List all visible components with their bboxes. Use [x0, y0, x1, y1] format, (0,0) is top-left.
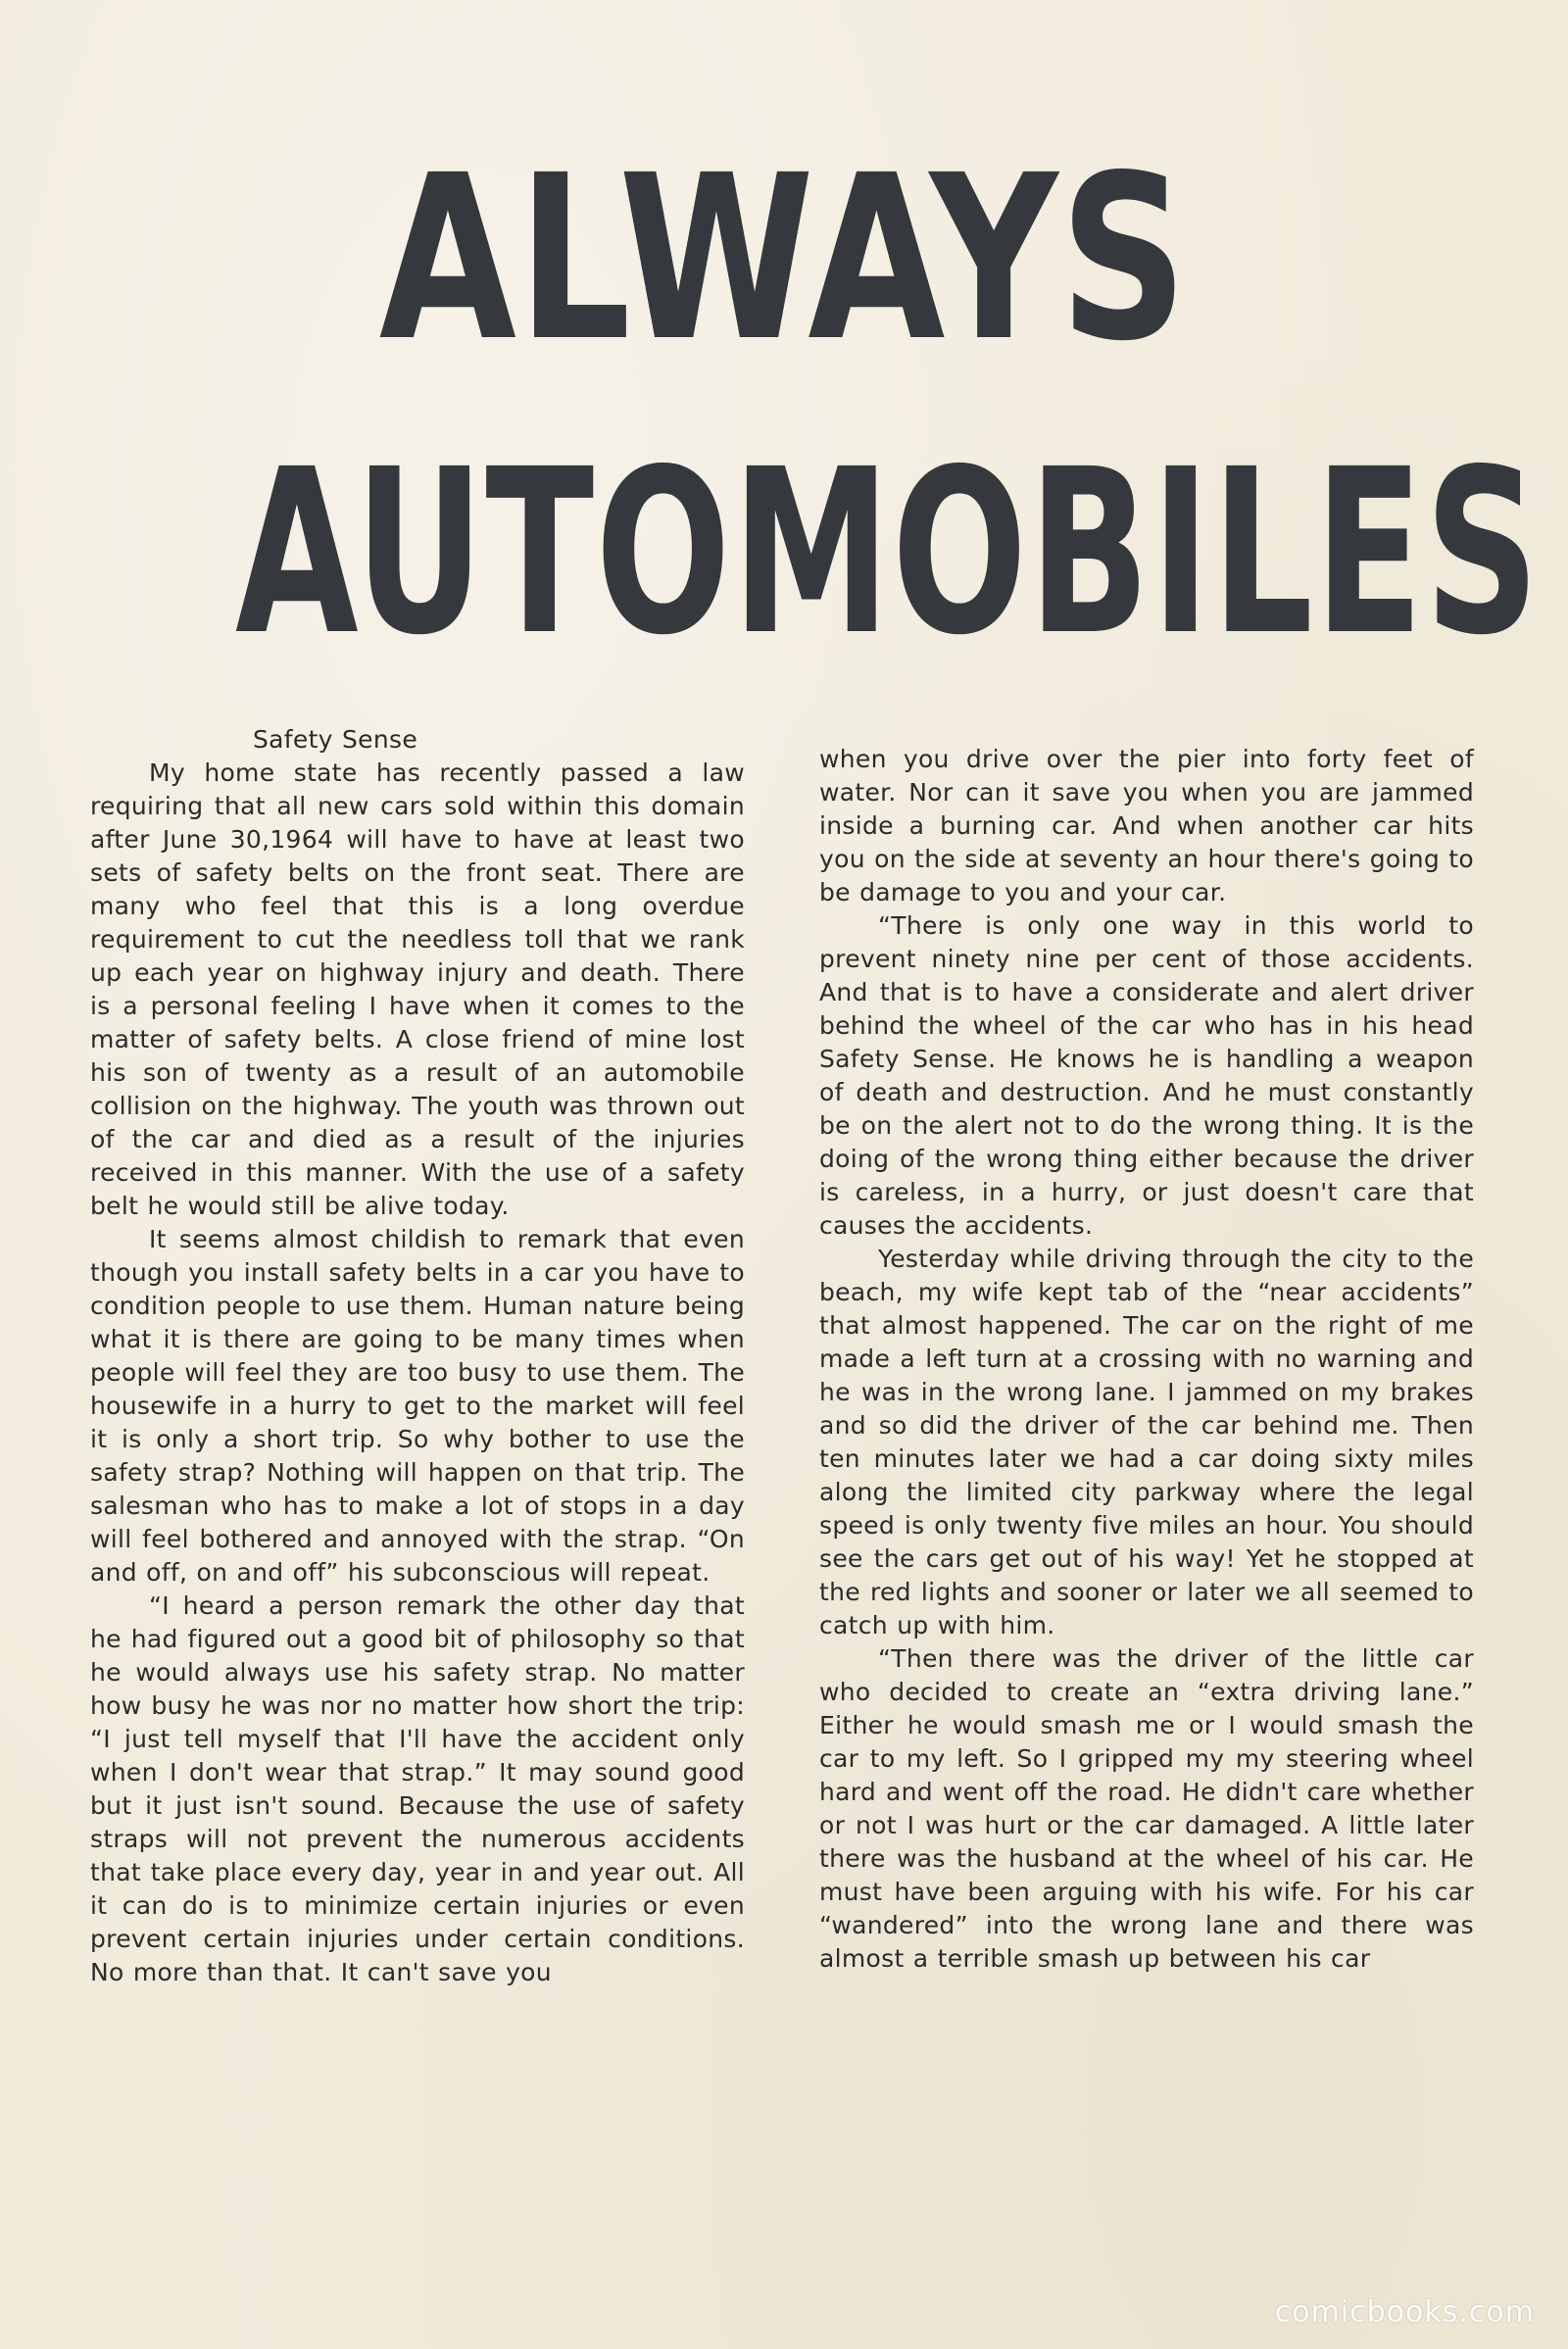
- paragraph: when you drive over the pier into forty feet of water. Nor can it save you when you are jammed inside a burning car. And when another car hits you on the side at seventy an hour there's going to be damage to you and your car.: [819, 745, 1474, 906]
- right-column: [819, 743, 1474, 1976]
- left-column: [90, 723, 745, 1989]
- section-heading: Safety Sense: [253, 725, 418, 754]
- paragraph: It seems almost childish to remark that even though you install safety belts in a car you have to condition people to use them. Human nature being what it is there are going to be many times when people will feel they are too busy to use them. The housewife in a hurry to get to the market will feel it is only a short trip. So why bother to use the safety strap? Nothing will happen on that trip. The salesman who has to make a lot of stops in a day will feel bothered and annoyed with the strap. “On and off, on and off” his subconscious will repeat.: [90, 1225, 745, 1587]
- paragraph: Yesterday while driving through the city to the beach, my wife kept tab of the “near accidents” that almost happened. The car on the right of me made a left turn at a crossing with no warning and he was in the wrong lane. I jammed on my brakes and so did the driver of the car behind me. Then ten minutes later we had a car doing sixty miles along the limited city parkway where the legal speed is only twenty five miles an hour. You should see the cars get out of his way! Yet he stopped at the red lights and sooner or later we all seemed to catch up with him.: [819, 1245, 1474, 1639]
- headline-line-2: AUTOMOBILES: [235, 420, 1542, 685]
- paragraph: “I heard a person remark the other day that he had figured out a good bit of philosophy so that he would always use his safety strap. No matter how busy he was nor no matter how short the trip: “I just tell myself that I'll have the accident only when I don't wear that strap.” It may sound good but it just isn't sound. Because the use of safety straps will not prevent the numerous accidents that take place every day, year in and year out. All it can do is to minimize certain injuries or even prevent certain injuries under certain conditions. No more than that. It can't save you: [90, 1591, 745, 1986]
- watermark: comicbooks.com: [1274, 2295, 1535, 2329]
- headline-line-1: ALWAYS: [378, 126, 1190, 391]
- paragraph: My home state has recently passed a law requiring that all new cars sold within this domain after June 30,1964 will have to have at least two sets of safety belts on the front seat. There are many who feel that this is a long overdue requirement to cut the needless toll that we rank up each year on highway injury and death. There is a personal feeling I have when it comes to the matter of safety belts. A close friend of mine lost his son of twenty as a result of an automobile collision on the highway. The youth was thrown out of the car and died as a result of the injuries received in this manner. With the use of a safety belt he would still be alive today.: [90, 759, 745, 1220]
- paragraph: “There is only one way in this world to prevent ninety nine per cent of those accidents. And that is to have a considerate and alert driver behind the wheel of the car who has in his head Safety Sense. He knows he is handling a weapon of death and destruction. And he must constantly be on the alert not to do the wrong thing. It is the doing of the wrong thing either because the driver is careless, in a hurry, or just doesn't care that causes the accidents.: [819, 911, 1474, 1240]
- paragraph: “Then there was the driver of the little car who decided to create an “extra driving lane.” Either he would smash me or I would smash the car to my left. So I gripped my my steering wheel hard and went off the road. He didn't care whether or not I was hurt or the car damaged. A little later there was the husband at the wheel of his car. He must have been arguing with his wife. For his car “wandered” into the wrong lane and there was almost a terrible smash up between his car: [819, 1644, 1474, 1973]
